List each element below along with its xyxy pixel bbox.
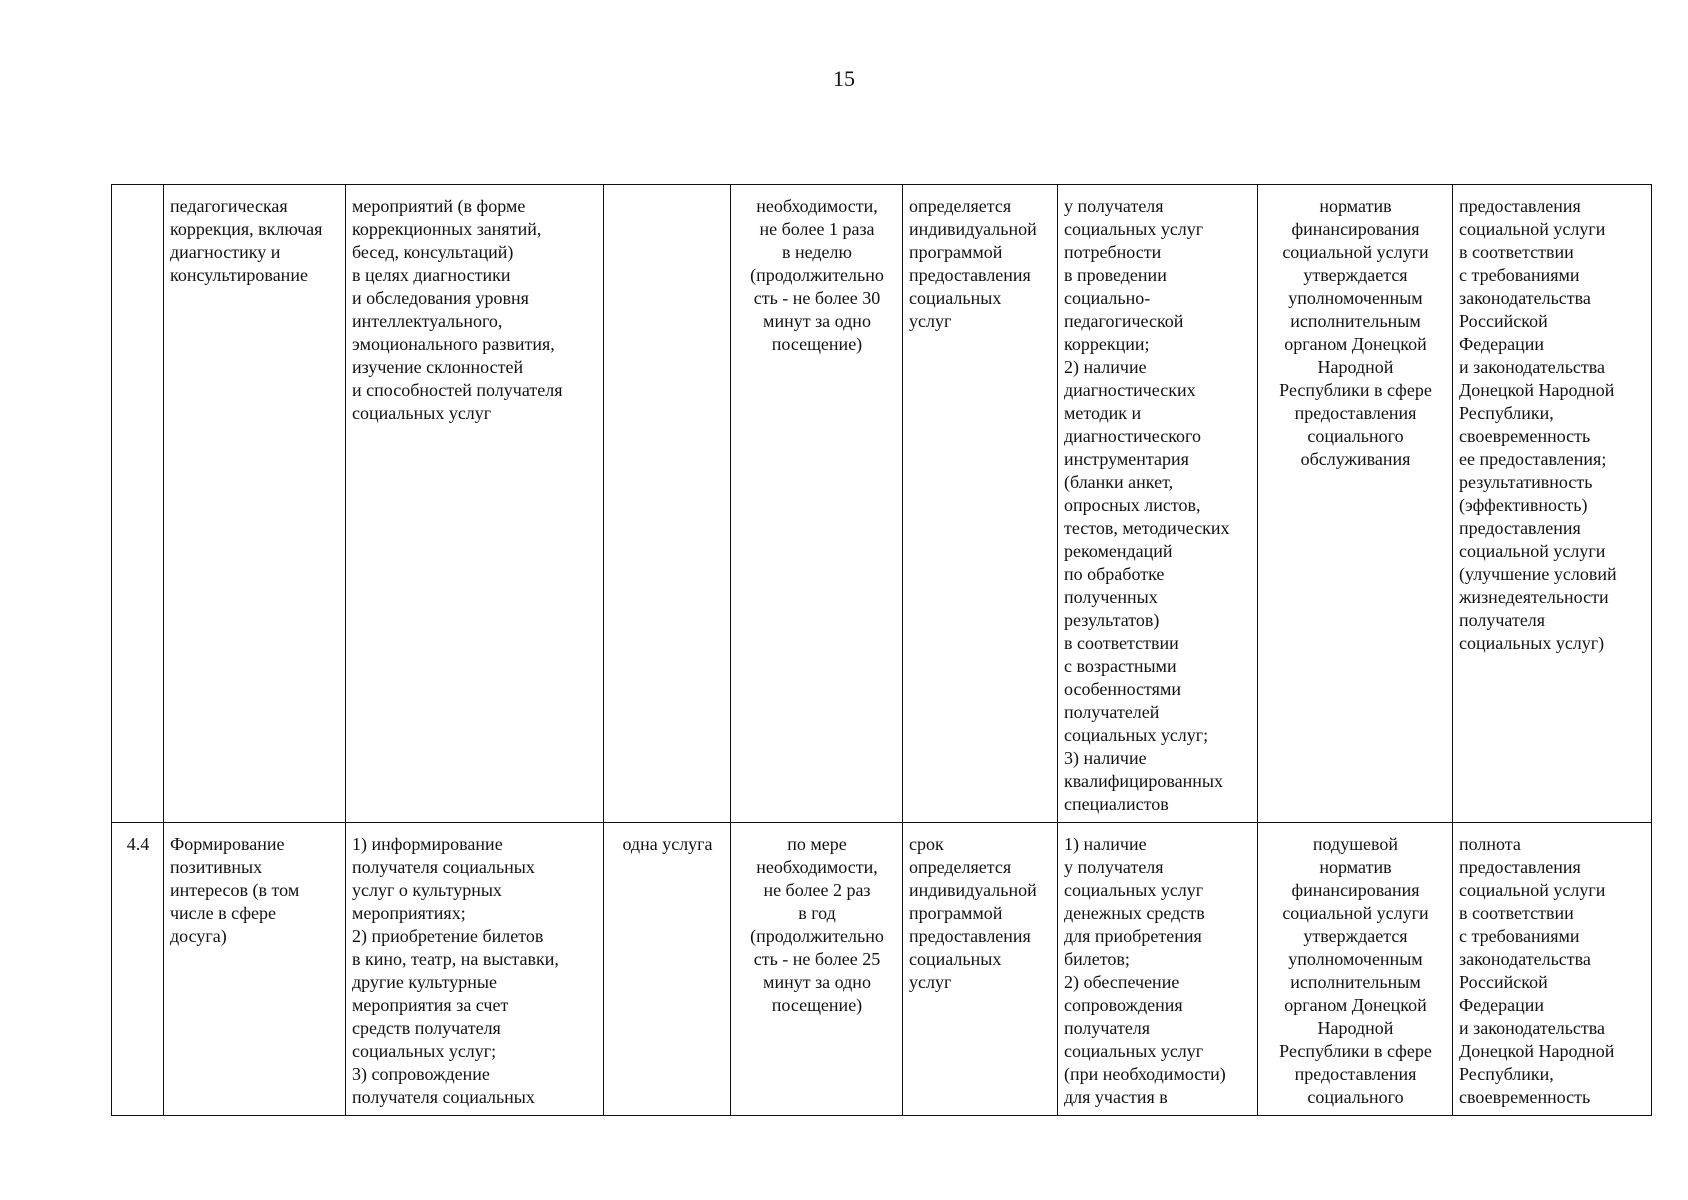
row-number-cell: 4.4 <box>112 823 164 1116</box>
service-description-cell: мероприятий (в форме коррекционных занятий, бесед, консультаций) в целях диагностики и обследования уровня интеллектуального, эмоционального развития, изучение склонностей и способностей получателя социальных услуг <box>346 185 604 823</box>
table-row <box>112 185 1652 823</box>
page-number: 15 <box>833 66 855 91</box>
row-number-cell <box>112 185 164 823</box>
service-description-cell: 1) информирование получателя социальных услуг о культурных мероприятиях; 2) приобретение билетов в кино, театр, на выставки, другие культурные мероприятия за счет средств получателя социальных услуг; 3) сопровождение получателя социальных <box>346 823 604 1116</box>
service-name-cell: педагогическая коррекция, включая диагностику и консультирование <box>164 185 346 823</box>
service-conditions-cell: 1) наличие у получателя социальных услуг денежных средств для приобретения билетов; 2) обеспечение сопровождения получателя социальных услуг (при необходимости) для участия в <box>1058 823 1258 1116</box>
service-conditions-cell: у получателя социальных услуг потребности в проведении социально- педагогической коррекции; 2) наличие диагностических методик и диагностического инструментария (бланки анкет, опросных листов, тестов, методических рекомендаций по обработке полученных результатов) в соответствии с возрастными особенностями получателей социальных услуг; 3) наличие квалифицированных специалистов <box>1058 185 1258 823</box>
service-financing-cell: норматив финансирования социальной услуги утверждается уполномоченным исполнительным органом Донецкой Народной Республики в сфере предоставления социального обслуживания <box>1258 185 1453 823</box>
services-table <box>111 184 1652 1116</box>
service-term-cell: срок определяется индивидуальной программой предоставления социальных услуг <box>903 823 1058 1116</box>
service-frequency-cell: необходимости, не более 1 раза в неделю (продолжительно сть - не более 30 минут за одно посещение) <box>731 185 903 823</box>
service-financing-cell: подушевой норматив финансирования социальной услуги утверждается уполномоченным исполнительным органом Донецкой Народной Республики в сфере предоставления социального <box>1258 823 1453 1116</box>
service-unit-cell <box>604 185 731 823</box>
service-quality-cell: предоставления социальной услуги в соответствии с требованиями законодательства Российской Федерации и законодательства Донецкой Народной Республики, своевременность ее предоставления; результативность (эффективность) предоставления социальной услуги (улучшение условий жизнедеятельности получателя социальных услуг) <box>1453 185 1652 823</box>
table-row <box>112 823 1652 1116</box>
service-name-cell: Формирование позитивных интересов (в том числе в сфере досуга) <box>164 823 346 1116</box>
service-term-cell: определяется индивидуальной программой предоставления социальных услуг <box>903 185 1058 823</box>
service-frequency-cell: по мере необходимости, не более 2 раз в год (продолжительно сть - не более 25 минут за одно посещение) <box>731 823 903 1116</box>
service-quality-cell: полнота предоставления социальной услуги в соответствии с требованиями законодательства Российской Федерации и законодательства Донецкой Народной Республики, своевременность <box>1453 823 1652 1116</box>
service-unit-cell: одна услуга <box>604 823 731 1116</box>
